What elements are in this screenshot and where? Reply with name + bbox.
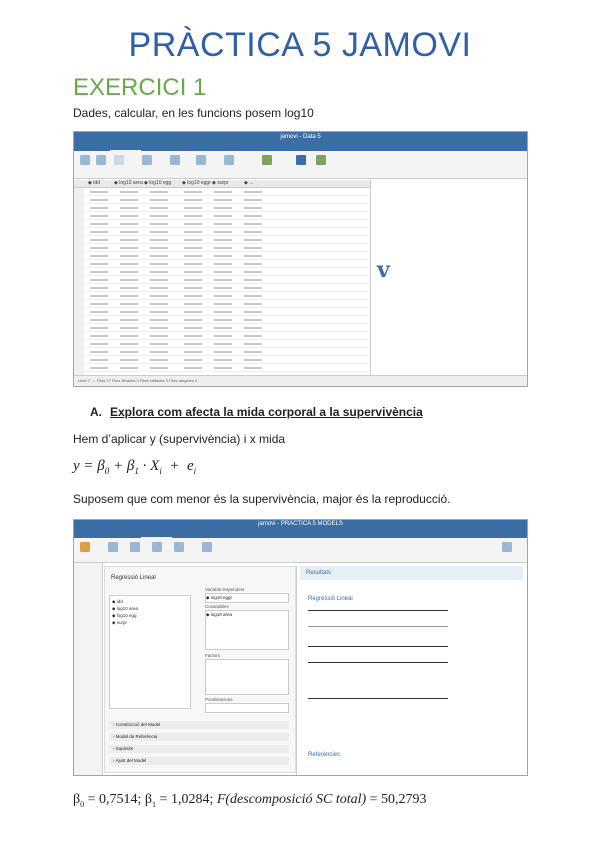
grid-row [74, 220, 370, 228]
grid-row [74, 260, 370, 268]
para-aplicar: Hem d’aplicar y (supervivència) i x mida [73, 432, 286, 446]
grid-row [74, 356, 370, 364]
grid-row [74, 284, 370, 292]
grid-row [74, 204, 370, 212]
ribbon-toolbar [74, 151, 527, 179]
grid-row [74, 324, 370, 332]
grid-row [74, 340, 370, 348]
grid-row [74, 276, 370, 284]
grid-row [74, 244, 370, 252]
jamovi-logo: v [377, 257, 390, 283]
grid-row [74, 212, 370, 220]
page-title: PRÀCTICA 5 JAMOVI [128, 26, 472, 64]
status-bar: Llest ▽ ↔ Files 27 Files filtrades 0 Files editades 0 Files afegides 0 [74, 375, 527, 386]
grid-row [74, 300, 370, 308]
intro-text: Dades, calcular, en les funcions posem log10 [73, 106, 314, 120]
ribbon-tabs [74, 142, 527, 151]
grid-row [74, 364, 370, 372]
grid-row [74, 228, 370, 236]
section-a-heading: Explora com afecta la mida corporal a la supervivència [110, 405, 423, 419]
grid-row [74, 268, 370, 276]
grid-row [74, 292, 370, 300]
jamovi-regression-screenshot: jamovi - PRÀCTICA 5 MODELS Regressió Lineal ◆ idd ◆ log10 area ◆ log10 egg ◆ surpr Variable Dependent ◆ log10 eggr Covariables ◆ log10 area Factors Ponderacions › Construcció del Model › Model de Referència › Supòsits › Ajust del Model Resultats Regressió Lineal Referències [73, 519, 528, 776]
para-suposem: Suposem que com menor és la supervivència, major és la reproducció. [73, 492, 451, 506]
grid-row [74, 332, 370, 340]
data-grid: ◆ idd ◆ log10 area ◆ log10 egg ◆ log10 eggr ◆ surpr ◆ ... [74, 180, 370, 376]
jamovi-data-screenshot [73, 131, 528, 387]
grid-row [74, 348, 370, 356]
regression-formula: $y = \beta_0 + \beta_1 \cdot X_i + e_i$ [73, 458, 197, 476]
regression-results: $\beta_0 = 0,7514$; $\beta_1 = 1,0284$; F(descomposició SC total) = 50,2793 [73, 792, 427, 809]
section-a-label: A. [90, 405, 102, 419]
grid-row [74, 188, 370, 196]
exercise-heading: EXERCICI 1 [73, 74, 207, 101]
grid-row [74, 316, 370, 324]
grid-row [74, 236, 370, 244]
grid-row [74, 196, 370, 204]
grid-row [74, 308, 370, 316]
window-titlebar: jamovi - Data 5 [74, 132, 527, 142]
grid-row [74, 252, 370, 260]
